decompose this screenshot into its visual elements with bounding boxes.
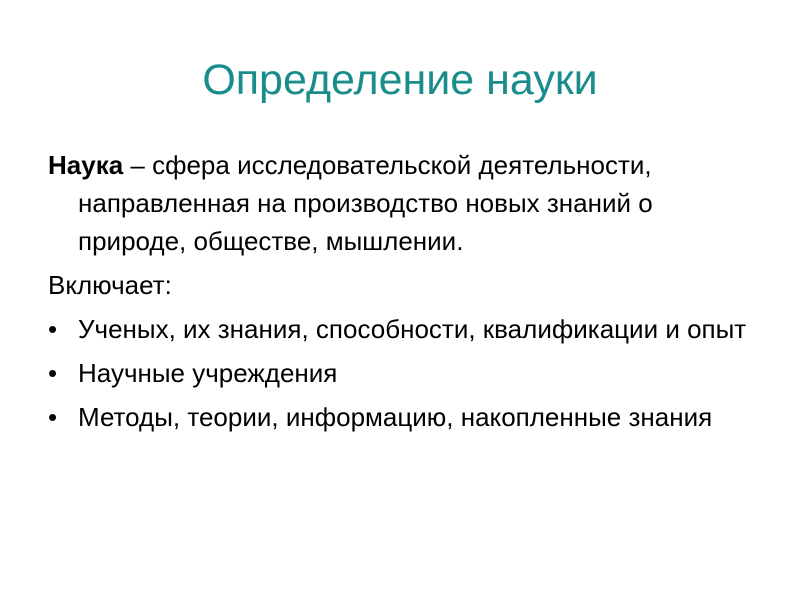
list-item <box>48 398 768 436</box>
list-item-text: Ученых, их знания, способности, квалификации и опыт <box>78 314 747 344</box>
slide-content <box>48 146 768 442</box>
list-item <box>48 354 768 392</box>
list-item-text: Методы, теории, информацию, накопленные знания <box>78 402 713 432</box>
bullet-list <box>48 310 768 436</box>
list-item <box>48 310 768 348</box>
includes-label: Включает: <box>48 270 172 300</box>
list-item-text: Научные учреждения <box>78 358 338 388</box>
bullet-icon: • <box>48 314 58 344</box>
slide-title: Определение науки <box>202 56 598 104</box>
bullet-icon: • <box>48 358 58 388</box>
bullet-icon: • <box>48 402 58 432</box>
definition-text: – сфера исследовательской деятельности, направленная на производство новых знаний о природе, обществе, мышлении. <box>78 150 653 256</box>
definition-paragraph <box>48 146 768 260</box>
definition-term: Наука <box>48 150 124 180</box>
